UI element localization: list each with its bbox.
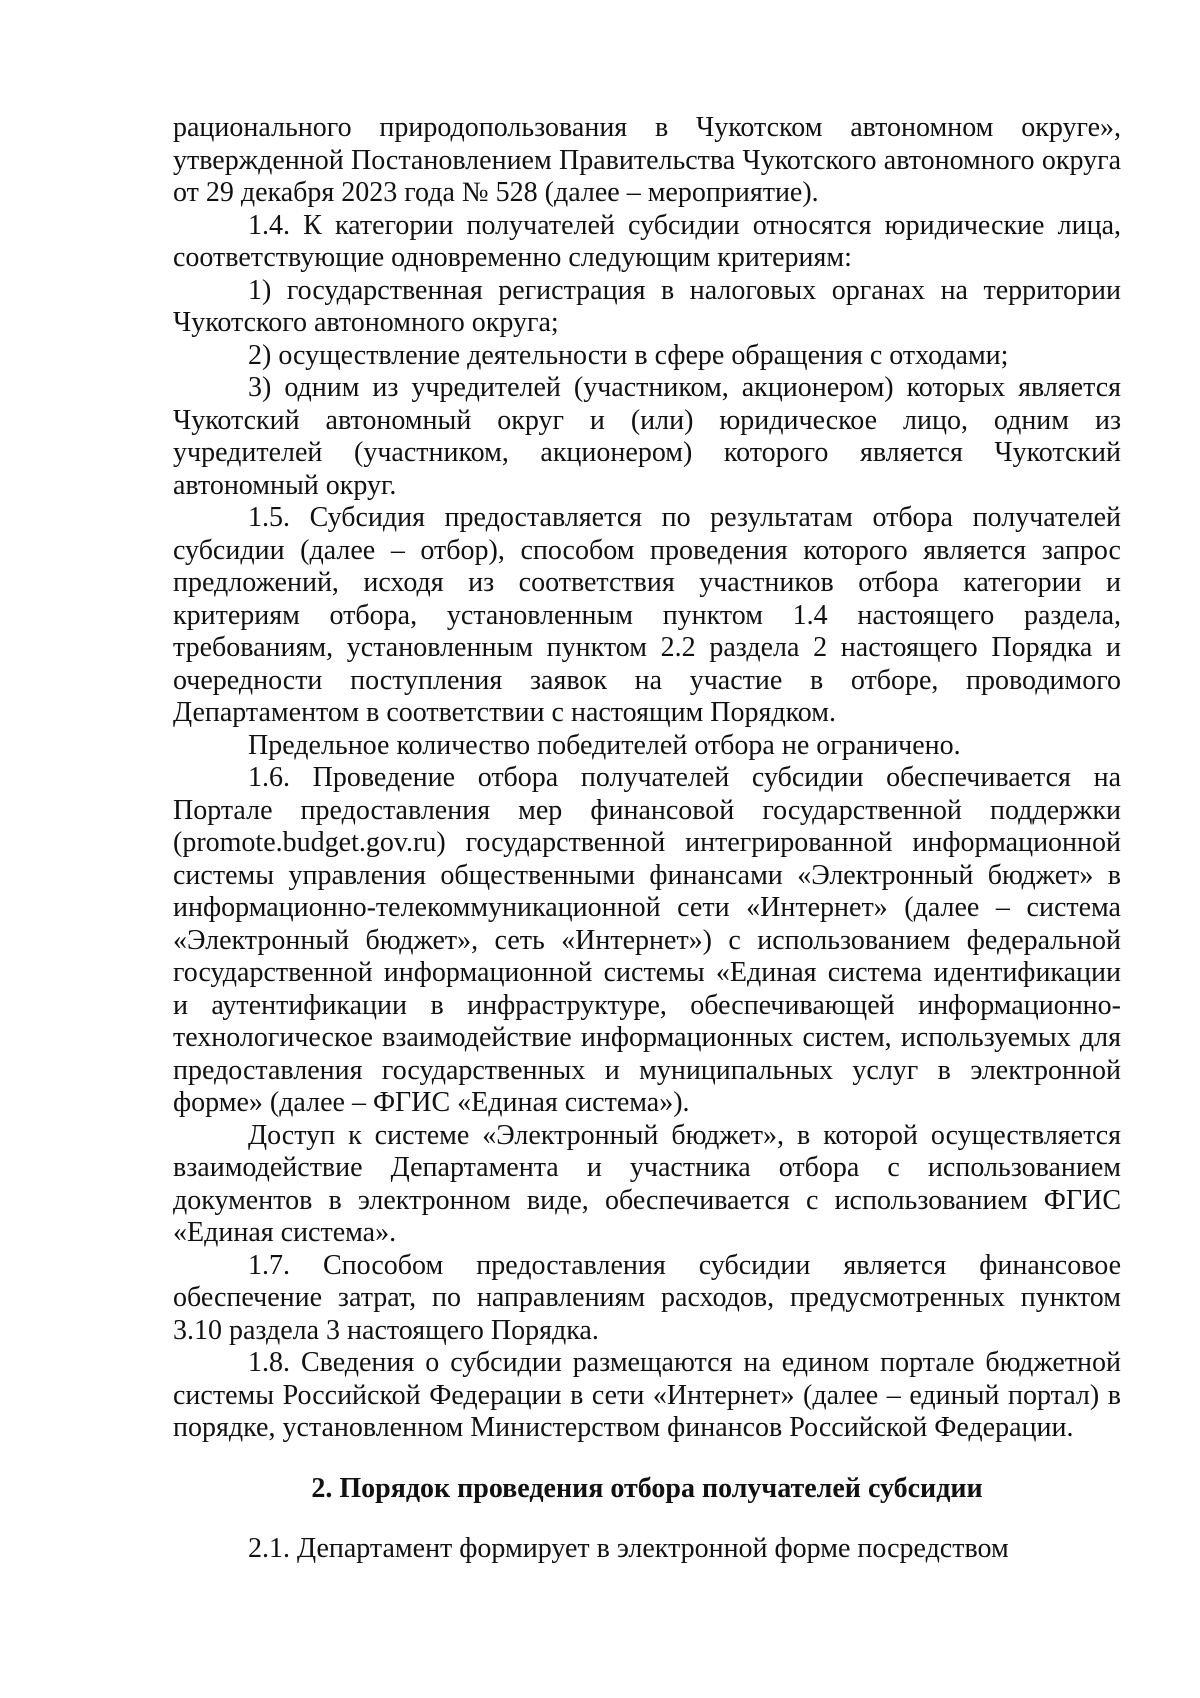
- paragraph-intro: рационального природопользования в Чукотском автономном округе», утвержденной Постановлением Правительства Чукотского автономного округа от 29 декабря 2023 года № 528 (далее – мероприятие).: [173, 112, 1121, 208]
- paragraph-1-8: 1.8. Сведения о субсидии размещаются на едином портале бюджетной системы Российской Федерации в сети «Интернет» (далее – единый портал) в порядке, установленном Министерством финансов Российской Федерации.: [173, 1347, 1121, 1443]
- paragraph-criterion-3: 3) одним из учредителей (участником, акционером) которых является Чукотский автономный округ и (или) юридическое лицо, одним из учредителей (участником, акционером) которого является Чукотский автономный округ.: [173, 372, 1121, 501]
- paragraph-criterion-2: 2) осуществление деятельности в сфере обращения с отходами;: [248, 339, 1009, 371]
- paragraph-1-6: 1.6. Проведение отбора получателей субсидии обеспечивается на Портале предоставления мер финансовой государственной поддержки (promote.budget.gov.ru) государственной интегрированной информационной системы управления общественными финансами «Электронный бюджет» в информационно-телекоммуникационной сети «Интернет» (далее – система «Электронный бюджет», сеть «Интернет») с использованием федеральной государственной информационной системы «Единая система идентификации и аутентификации в инфраструктуре, обеспечивающей информационно-технологическое взаимодействие информационных систем, используемых для предоставления государственных и муниципальных услуг в электронной форме» (далее – ФГИС «Единая система»).: [173, 762, 1121, 1118]
- paragraph-winners-limit: Предельное количество победителей отбора не ограничено.: [248, 729, 961, 761]
- document-page: [173, 112, 1121, 1566]
- paragraph-1-7: 1.7. Способом предоставления субсидии является финансовое обеспечение затрат, по направлениям расходов, предусмотренных пунктом 3.10 раздела 3 настоящего Порядка.: [173, 1249, 1121, 1346]
- paragraph-2-1: 2.1. Департамент формирует в электронной форме посредством: [248, 1533, 1009, 1564]
- paragraph-criterion-1: 1) государственная регистрация в налоговых органах на территории Чукотского автономного округа;: [173, 274, 1121, 338]
- paragraph-access: Доступ к системе «Электронный бюджет», в которой осуществляется взаимодействие Департамента и участника отбора с использованием документов в электронном виде, обеспечивается с использованием ФГИС «Единая система».: [173, 1119, 1121, 1248]
- paragraph-1-4: 1.4. К категории получателей субсидии относятся юридические лица, соответствующие одновременно следующим критериям:: [173, 209, 1121, 273]
- section-heading: 2. Порядок проведения отбора получателей субсидии: [311, 1472, 983, 1504]
- paragraph-1-5: 1.5. Субсидия предоставляется по результатам отбора получателей субсидии (далее – отбор), способом проведения которого является запрос предложений, исходя из соответствия участников отбора категории и критериям отбора, установленным пунктом 1.4 настоящего раздела, требованиям, установленным пунктом 2.2 раздела 2 настоящего Порядка и очередности поступления заявок на участие в отборе, проводимого Департаментом в соответствии с настоящим Порядком.: [173, 502, 1121, 728]
